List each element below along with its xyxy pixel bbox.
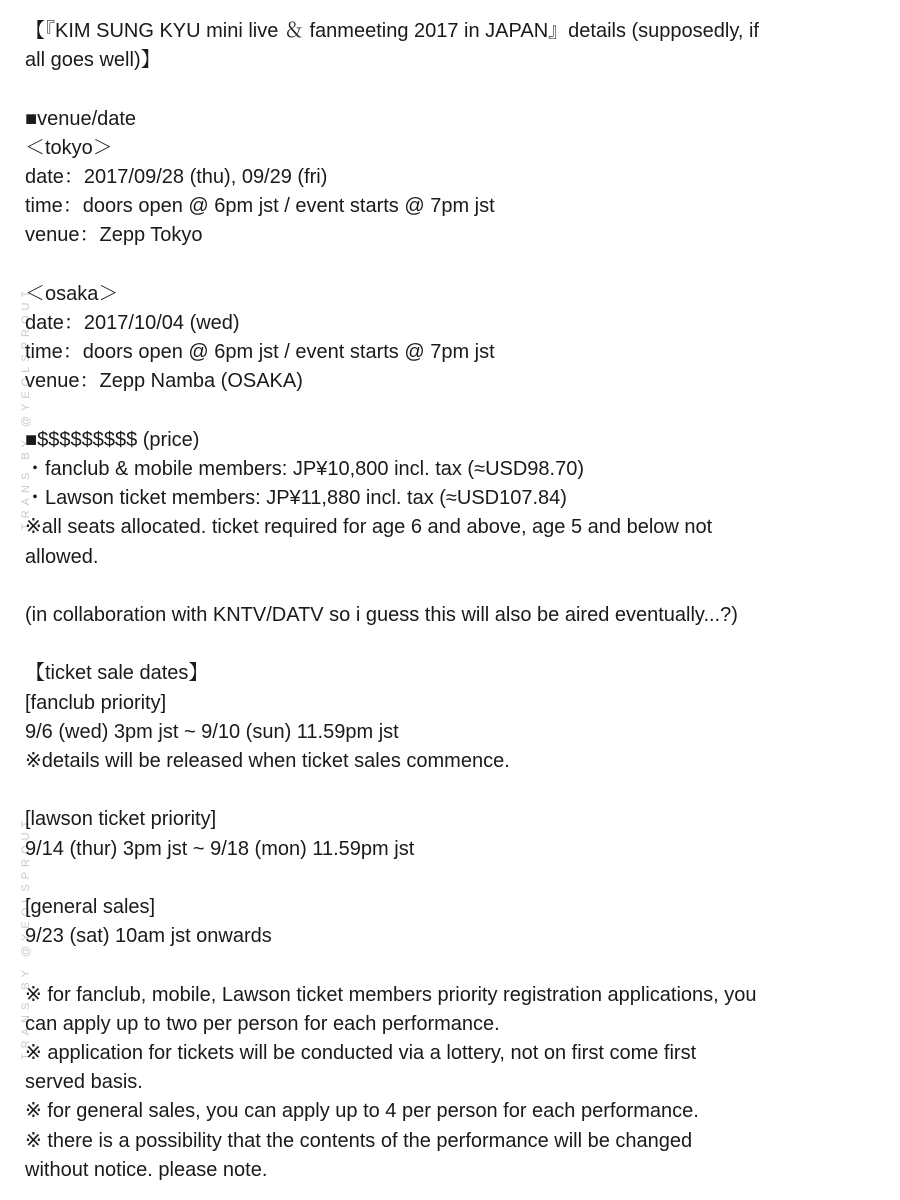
- blank-line: [25, 776, 890, 805]
- text-line: ※ there is a possibility that the contents of the performance will be changed: [25, 1129, 693, 1152]
- text-line: can apply up to two per person for each performance.: [25, 1012, 500, 1035]
- blank-line: [25, 397, 890, 426]
- text-line: ・fanclub & mobile members: JP¥10,800 incl. tax (≈USD98.70): [25, 458, 585, 480]
- text-line: 【ticket sale dates】: [25, 662, 209, 685]
- blank-line: [25, 951, 890, 980]
- blank-line: [25, 251, 890, 280]
- blank-line: [25, 630, 890, 659]
- text-line: time：doors open @ 6pm jst / event starts @ 7pm jst: [25, 341, 495, 364]
- text-line: 9/6 (wed) 3pm jst ~ 9/10 (sun) 11.59pm jst: [25, 720, 399, 743]
- watermark-text-top: TRANS BY @YEOLSPROUT: [20, 285, 32, 530]
- blank-line: [25, 572, 890, 601]
- text-line: ■$$$$$$$$$ (price): [25, 428, 200, 451]
- text-line: ＜tokyo＞: [25, 136, 113, 159]
- text-line: ■venue/date: [25, 107, 137, 130]
- blank-line: [25, 75, 890, 104]
- text-line: 9/14 (thur) 3pm jst ~ 9/18 (mon) 11.59pm jst: [25, 837, 415, 860]
- text-line: ※all seats allocated. ticket required for age 6 and above, age 5 and below not: [25, 516, 713, 539]
- text-line: [lawson ticket priority]: [25, 808, 217, 831]
- text-line: time：doors open @ 6pm jst / event starts @ 7pm jst: [25, 195, 495, 218]
- text-line: ※ application for tickets will be conducted via a lottery, not on first come first: [25, 1041, 697, 1064]
- text-line: ※ for fanclub, mobile, Lawson ticket members priority registration applications, you: [25, 983, 757, 1006]
- text-line: date：2017/10/04 (wed): [25, 312, 240, 334]
- text-line: ＜osaka＞: [25, 282, 119, 305]
- watermark-text-bottom: TRANS BY @YEOLSPROUT: [20, 815, 32, 1060]
- text-line: ・Lawson ticket members: JP¥11,880 incl. tax (≈USD107.84): [25, 487, 567, 510]
- text-line: ※details will be released when ticket sales commence.: [25, 750, 510, 772]
- text-line: (in collaboration with KNTV/DATV so i guess this will also be aired eventually...?): [25, 604, 738, 626]
- text-line: 9/23 (sat) 10am jst onwards: [25, 925, 272, 948]
- text-line: all goes well)】: [25, 49, 161, 72]
- text-line: [general sales]: [25, 895, 156, 918]
- text-line: venue：Zepp Namba (OSAKA): [25, 370, 303, 393]
- text-line: ※ for general sales, you can apply up to 4 per person for each performance.: [25, 1100, 699, 1123]
- blank-line: [25, 864, 890, 893]
- text-line: [fanclub priority]: [25, 691, 167, 714]
- text-line: 【『KIM SUNG KYU mini live ＆ fanmeeting 2017 in JAPAN』details (supposedly, if: [25, 20, 759, 42]
- text-line: date：2017/09/28 (thu), 09/29 (fri): [25, 166, 328, 188]
- text-line: allowed.: [25, 545, 99, 568]
- text-line: venue：Zepp Tokyo: [25, 224, 203, 247]
- text-line: without notice. please note.: [25, 1158, 268, 1181]
- text-line: served basis.: [25, 1071, 143, 1094]
- announcement-document: [25, 17, 890, 1185]
